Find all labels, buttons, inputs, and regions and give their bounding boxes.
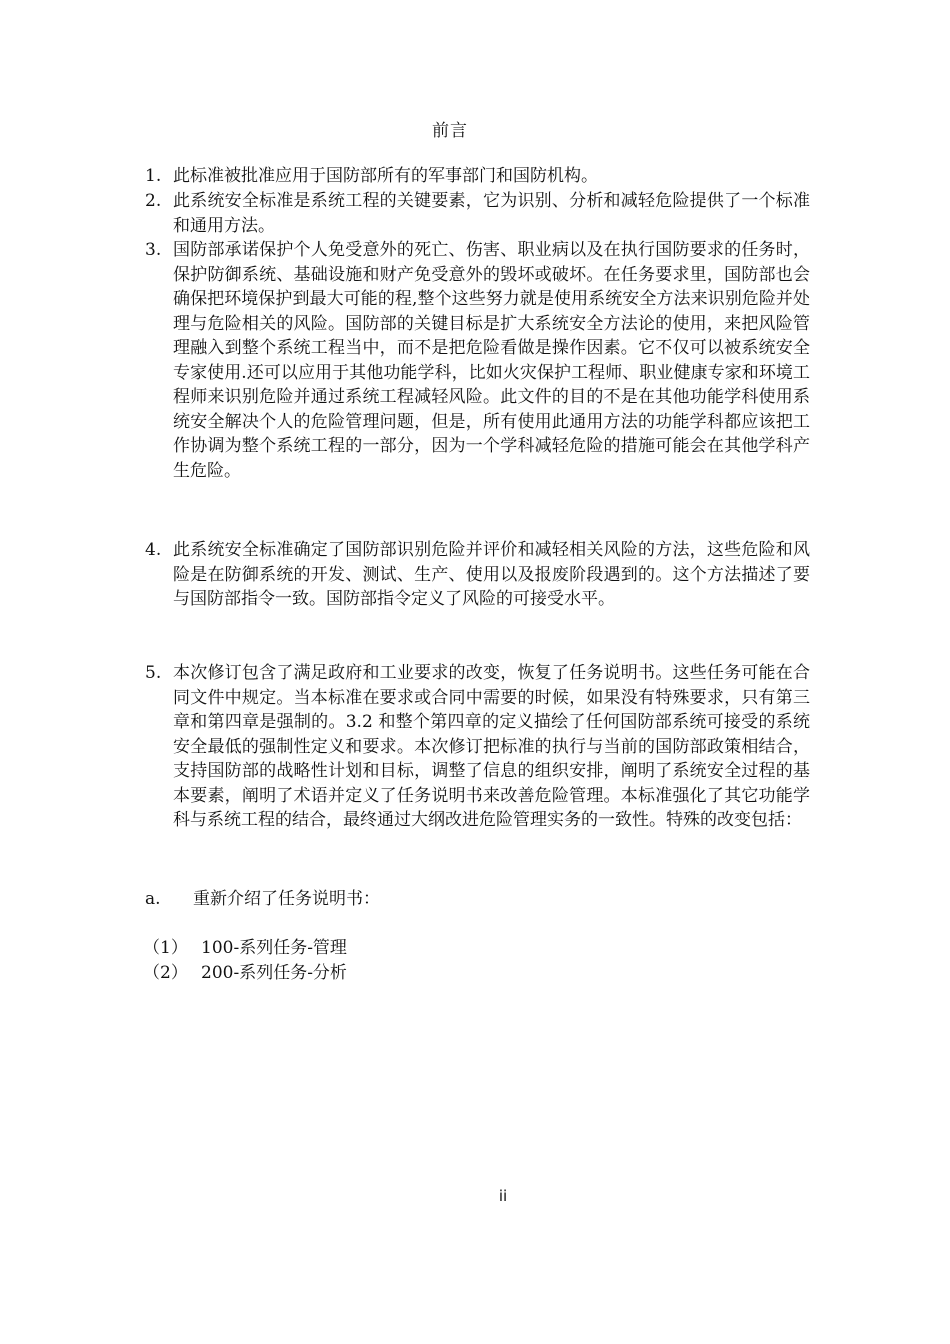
list-item-number: 3. bbox=[145, 240, 162, 260]
list-item-3 bbox=[145, 238, 810, 483]
sub-sub-item-number: （2） bbox=[143, 963, 188, 983]
page-number: ii bbox=[498, 1187, 508, 1205]
list-item-2 bbox=[145, 189, 810, 238]
list-item-1 bbox=[145, 164, 810, 189]
list-item-5 bbox=[145, 661, 810, 833]
sub-sub-item-text: 100-系列任务-管理 bbox=[201, 938, 347, 958]
list-item-text: 此系统安全标准确定了国防部识别危险并评价和减轻相关风险的方法，这些危险和风险是在防御系统的开发、测试、生产、使用以及报废阶段遇到的。这个方法描述了要与国防部指令一致。国防部指令定义了风险的可接受水平。 bbox=[173, 540, 810, 609]
sub-sub-item-1 bbox=[143, 936, 803, 961]
sub-sub-item-number: （1） bbox=[143, 938, 188, 958]
list-item-number: 1. bbox=[145, 166, 162, 186]
sub-sub-item-2 bbox=[143, 961, 803, 986]
list-item-number: 5. bbox=[145, 663, 162, 683]
page-title: 前言 bbox=[432, 121, 468, 141]
list-item-text: 此标准被批准应用于国防部所有的军事部门和国防机构。 bbox=[173, 166, 598, 186]
list-item-number: 4. bbox=[145, 540, 162, 560]
sub-sub-item-text: 200-系列任务-分析 bbox=[201, 963, 347, 983]
sub-item-text: 重新介绍了任务说明书： bbox=[193, 889, 380, 909]
sub-item-a bbox=[145, 887, 805, 912]
list-item-number: 2. bbox=[145, 191, 162, 211]
list-item-4 bbox=[145, 538, 810, 612]
sub-item-number: a. bbox=[145, 889, 161, 909]
list-item-text: 本次修订包含了满足政府和工业要求的改变，恢复了任务说明书。这些任务可能在合同文件中规定。当本标准在要求或合同中需要的时候，如果没有特殊要求，只有第三章和第四章是强制的。3.2 和整个第四章的定义描绘了任何国防部系统可接受的系统安全最低的强制性定义和要求。本次修订把标准的执行与当前的国防部政策相结合，支持国防部的战略性计划和目标，调整了信息的组织安排，阐明了系统安全过程的基本要素，阐明了术语并定义了任务说明书来改善危险管理。本标准强化了其它功能学科与系统工程的结合，最终通过大纲改进危险管理实务的一致性。特殊的改变包括： bbox=[173, 663, 810, 830]
list-item-text: 国防部承诺保护个人免受意外的死亡、伤害、职业病以及在执行国防要求的任务时，保护防御系统、基础设施和财产免受意外的毁坏或破坏。在任务要求里，国防部也会确保把环境保护到最大可能的程,整个这些努力就是使用系统安全方法来识别危险并处理与危险相关的风险。国防部的关键目标是扩大系统安全方法论的使用，来把风险管理融入到整个系统工程当中，而不是把危险看做是操作因素。它不仅可以被系统安全专家使用.还可以应用于其他功能学科，比如火灾保护工程师、职业健康专家和环境工程师来识别危险并通过系统工程减轻风险。此文件的目的不是在其他功能学科使用系统安全解决个人的危险管理问题，但是，所有使用此通用方法的功能学科都应该把工作协调为整个系统工程的一部分，因为一个学科减轻危险的措施可能会在其他学科产生危险。 bbox=[173, 240, 810, 481]
list-item-text: 此系统安全标准是系统工程的关键要素，它为识别、分析和减轻危险提供了一个标准和通用方法。 bbox=[173, 191, 810, 236]
